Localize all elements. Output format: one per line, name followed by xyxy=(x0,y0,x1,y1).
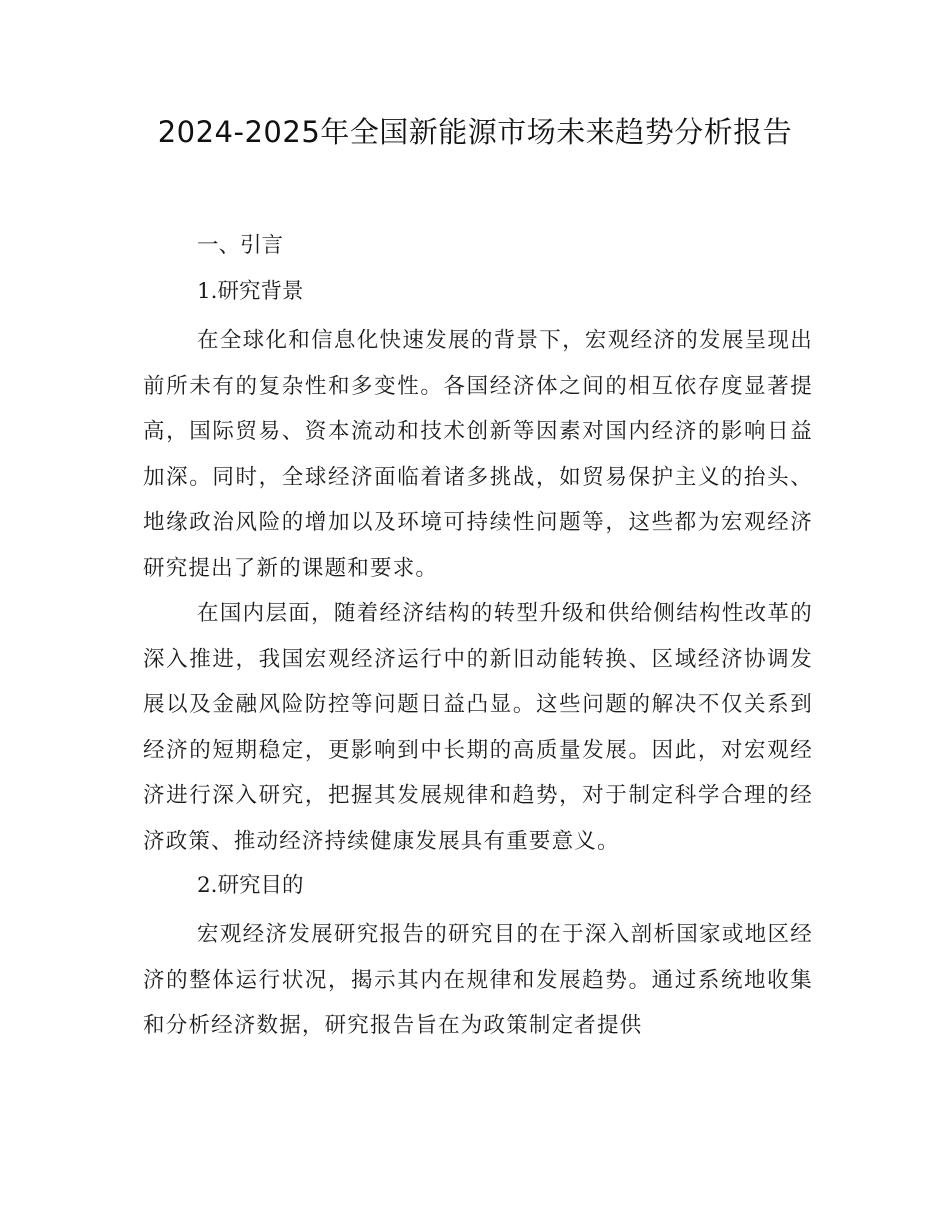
document-title: 2024-2025年全国新能源市场未来趋势分析报告 xyxy=(157,115,793,149)
section-heading-introduction: 一、引言 xyxy=(197,233,284,258)
paragraph-background-2: 在国内层面，随着经济结构的转型升级和供给侧结构性改革的深入推进，我国宏观经济运行中的新旧动能转换、区域经济协调发展以及金融风险防控等问题日益凸显。这些问题的解决不仅关系到经济的短期稳定，更影响到中长期的高质量发展。因此，对宏观经济进行深入研究，把握其发展规律和趋势，对于制定科学合理的经济政策、推动经济持续健康发展具有重要意义。 xyxy=(143,601,813,854)
subsection-heading-research-purpose: 2.研究目的 xyxy=(197,873,304,898)
subsection-heading-research-background: 1.研究背景 xyxy=(197,279,304,304)
paragraph-background-1: 在全球化和信息化快速发展的背景下，宏观经济的发展呈现出前所未有的复杂性和多变性。各国经济体之间的相互依存度显著提高，国际贸易、资本流动和技术创新等因素对国内经济的影响日益加深。同时，全球经济面临着诸多挑战，如贸易保护主义的抬头、地缘政治风险的增加以及环境可持续性问题等，这些都为宏观经济研究提出了新的课题和要求。 xyxy=(143,328,813,581)
document-body xyxy=(143,226,813,1049)
paragraph-purpose-1: 宏观经济发展研究报告的研究目的在于深入剖析国家或地区经济的整体运行状况，揭示其内在规律和发展趋势。通过系统地收集和分析经济数据，研究报告旨在为政策制定者提供 xyxy=(143,922,813,1038)
